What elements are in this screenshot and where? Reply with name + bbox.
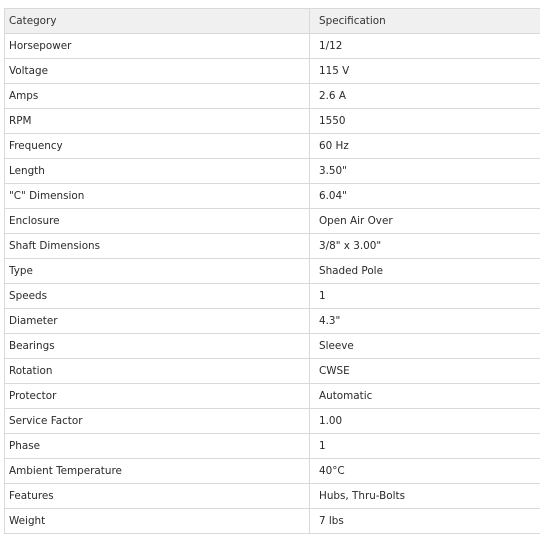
specification-cell: 7 lbs [310, 509, 540, 534]
specification-cell: 6.04" [310, 184, 540, 209]
category-cell: "C" Dimension [5, 184, 310, 209]
table-row [5, 434, 540, 459]
table-row [5, 84, 540, 109]
specification-cell: 115 V [310, 59, 540, 84]
specification-cell: Shaded Pole [310, 259, 540, 284]
category-cell: Type [5, 259, 310, 284]
table-row [5, 309, 540, 334]
column-header-category: Category [5, 9, 310, 34]
specification-cell: Open Air Over [310, 209, 540, 234]
category-cell: Rotation [5, 359, 310, 384]
specification-cell: 1 [310, 434, 540, 459]
specification-cell: 1.00 [310, 409, 540, 434]
specification-cell: 1 [310, 284, 540, 309]
table-row [5, 259, 540, 284]
category-cell: Enclosure [5, 209, 310, 234]
table-row [5, 209, 540, 234]
specification-cell: 60 Hz [310, 134, 540, 159]
category-cell: Voltage [5, 59, 310, 84]
category-cell: Features [5, 484, 310, 509]
table-row [5, 359, 540, 384]
specification-cell: Sleeve [310, 334, 540, 359]
specification-cell: CWSE [310, 359, 540, 384]
specification-cell: 3.50" [310, 159, 540, 184]
category-cell: Service Factor [5, 409, 310, 434]
table-header-row [5, 9, 540, 34]
category-cell: Protector [5, 384, 310, 409]
table-row [5, 334, 540, 359]
category-cell: RPM [5, 109, 310, 134]
table-row [5, 459, 540, 484]
table-row [5, 109, 540, 134]
table-row [5, 409, 540, 434]
table-row [5, 284, 540, 309]
category-cell: Shaft Dimensions [5, 234, 310, 259]
specification-cell: Automatic [310, 384, 540, 409]
table-row [5, 134, 540, 159]
specification-cell: Hubs, Thru-Bolts [310, 484, 540, 509]
category-cell: Weight [5, 509, 310, 534]
category-cell: Frequency [5, 134, 310, 159]
table-row [5, 484, 540, 509]
table-row [5, 184, 540, 209]
category-cell: Amps [5, 84, 310, 109]
table-row [5, 159, 540, 184]
column-header-specification: Specification [310, 9, 540, 34]
category-cell: Length [5, 159, 310, 184]
table-row [5, 34, 540, 59]
table-row [5, 509, 540, 534]
category-cell: Ambient Temperature [5, 459, 310, 484]
specification-cell: 3/8" x 3.00" [310, 234, 540, 259]
category-cell: Bearings [5, 334, 310, 359]
specification-table [4, 8, 540, 534]
specification-cell: 2.6 A [310, 84, 540, 109]
category-cell: Speeds [5, 284, 310, 309]
table-row [5, 234, 540, 259]
table-row [5, 59, 540, 84]
table-row [5, 384, 540, 409]
category-cell: Phase [5, 434, 310, 459]
specification-cell: 4.3" [310, 309, 540, 334]
specification-cell: 40°C [310, 459, 540, 484]
specification-cell: 1/12 [310, 34, 540, 59]
category-cell: Horsepower [5, 34, 310, 59]
specification-cell: 1550 [310, 109, 540, 134]
category-cell: Diameter [5, 309, 310, 334]
